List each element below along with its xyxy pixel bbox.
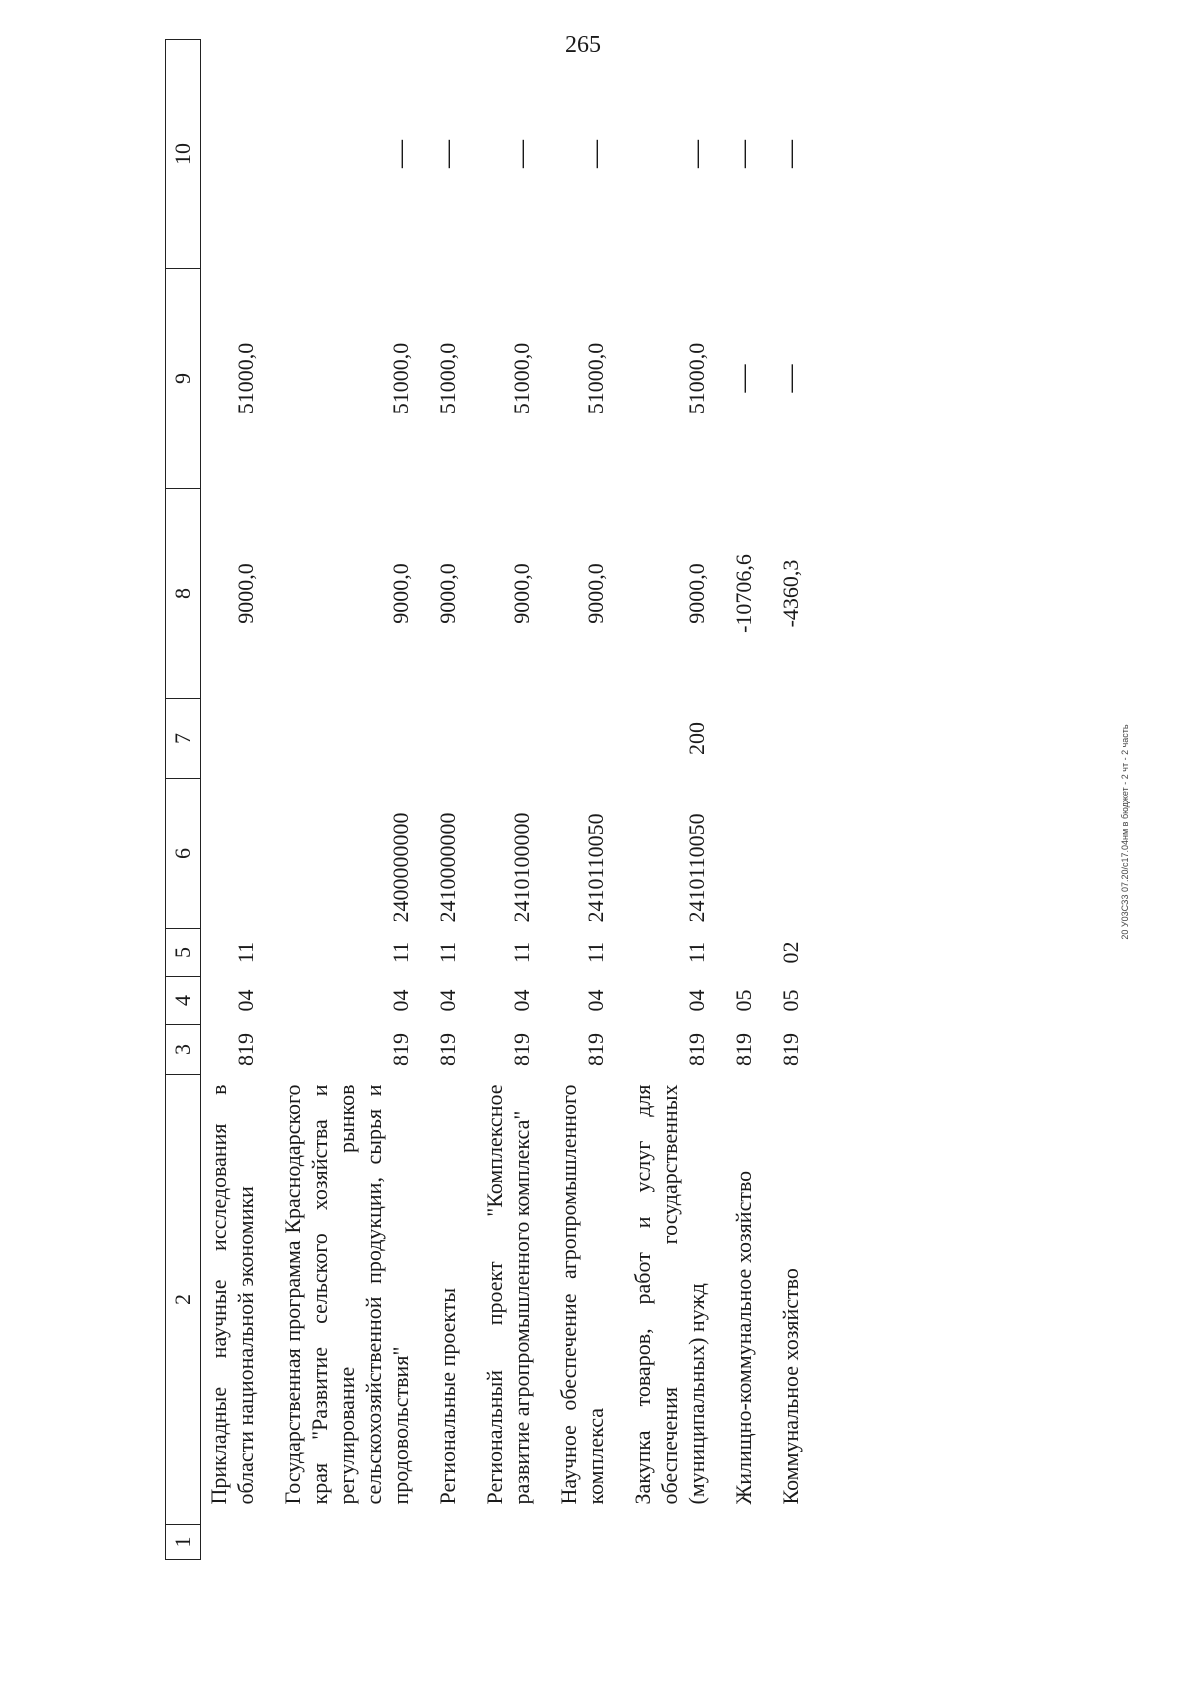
cell-col4: 05 xyxy=(731,989,756,1012)
cell-col6: 2410000000 xyxy=(435,812,460,923)
cell-col10: — xyxy=(728,140,759,168)
table-row xyxy=(710,40,757,1560)
print-footer: 20 У03СЗ3 07.20/с17.04нм в бюджет - 2 чт - 2 часть xyxy=(1120,724,1130,940)
cell-col3: 819 xyxy=(435,1033,460,1066)
table-row xyxy=(201,40,260,1560)
row-name: Закупка товаров, работ и услуг для обеспечения государственных (муниципальных) нужд xyxy=(630,1084,709,1505)
budget-table xyxy=(165,39,804,1560)
cell-col5: 11 xyxy=(684,941,709,964)
cell-col3: 819 xyxy=(509,1033,534,1066)
cell-col8: 9000,0 xyxy=(435,563,460,624)
cell-col4: 04 xyxy=(583,989,608,1012)
cell-col7 xyxy=(414,699,461,779)
cell-col6: 2410110050 xyxy=(583,813,608,923)
cell-col6: 2400000000 xyxy=(388,812,413,923)
cell-col3: 819 xyxy=(778,1033,803,1066)
cell-col7 xyxy=(535,699,609,779)
cell-col4: 04 xyxy=(509,989,534,1012)
cell-col5: 02 xyxy=(778,941,803,964)
cell-col10 xyxy=(201,40,260,269)
cell-col7: 200 xyxy=(684,722,709,755)
cell-col5: 11 xyxy=(435,941,460,964)
cell-col5: 11 xyxy=(509,941,534,964)
row-name: Региональные проекты xyxy=(435,1287,460,1505)
row-name: Научное обеспечение агропромышленного комплекса xyxy=(556,1084,608,1505)
cell-col9: 51000,0 xyxy=(684,342,709,415)
cell-col7 xyxy=(757,699,804,779)
cell-col5 xyxy=(710,929,757,977)
table-row xyxy=(535,40,609,1560)
cell-col9: — xyxy=(728,364,759,393)
cell-col3: 819 xyxy=(731,1033,756,1066)
cell-col10: — xyxy=(681,140,712,168)
header-cell: 5 xyxy=(166,929,201,977)
cell-col8: 9000,0 xyxy=(509,563,534,624)
cell-col6 xyxy=(757,779,804,929)
cell-col9: 51000,0 xyxy=(435,342,460,415)
cell-col7 xyxy=(201,699,260,779)
cell-col6: 2410100000 xyxy=(509,812,534,923)
table-row xyxy=(609,40,710,1560)
row-name: Государственная программа Краснодарского края "Развитие сельского хозяйства и регулирование рынков сельскохозяйственной продукции, сырья и продовольствия" xyxy=(280,1084,413,1505)
cell-col4: 04 xyxy=(388,989,413,1012)
cell-col5: 11 xyxy=(233,941,258,964)
page-number: 265 xyxy=(565,32,601,58)
cell-col10: — xyxy=(775,140,806,168)
cell-col10: — xyxy=(580,140,611,168)
budget-table-rotated xyxy=(165,40,1055,1560)
cell-col8: 9000,0 xyxy=(233,563,258,624)
table-row xyxy=(259,40,414,1560)
cell-col4: 04 xyxy=(684,989,709,1012)
row-name: Коммунальное хозяйство xyxy=(778,1268,803,1505)
cell-col3: 819 xyxy=(583,1033,608,1066)
cell-col8: 9000,0 xyxy=(684,563,709,624)
cell-col4: 05 xyxy=(778,989,803,1012)
cell-col8: 9000,0 xyxy=(388,563,413,624)
cell-col6 xyxy=(201,779,260,929)
cell-col9: 51000,0 xyxy=(388,342,413,415)
header-cell: 3 xyxy=(166,1025,201,1075)
header-cell: 6 xyxy=(166,779,201,929)
cell-col7 xyxy=(461,699,535,779)
row-name: Жилищно-коммунальное хозяйство xyxy=(731,1170,756,1505)
table-row xyxy=(414,40,461,1560)
cell-col4: 04 xyxy=(233,989,258,1012)
cell-col9: 51000,0 xyxy=(583,342,608,415)
cell-col9: 51000,0 xyxy=(233,342,258,415)
cell-col10: — xyxy=(385,140,416,168)
cell-col7 xyxy=(710,699,757,779)
cell-col5: 11 xyxy=(388,941,413,964)
header-row xyxy=(166,40,201,1560)
table-row xyxy=(461,40,535,1560)
header-cell: 9 xyxy=(166,269,201,489)
cell-col6: 2410110050 xyxy=(684,813,709,923)
cell-col7 xyxy=(259,699,414,779)
row-name: Прикладные научные исследования в области национальной экономики xyxy=(206,1084,258,1505)
cell-col5: 11 xyxy=(583,941,608,964)
header-cell: 2 xyxy=(166,1075,201,1525)
header-cell: 1 xyxy=(166,1525,201,1560)
table-row xyxy=(757,40,804,1560)
cell-col6 xyxy=(710,779,757,929)
cell-col10: — xyxy=(506,140,537,168)
cell-col8: -10706,6 xyxy=(731,554,756,633)
header-cell: 8 xyxy=(166,489,201,699)
cell-col9: 51000,0 xyxy=(509,342,534,415)
cell-col10: — xyxy=(432,140,463,168)
cell-col3: 819 xyxy=(684,1033,709,1066)
cell-col3: 819 xyxy=(233,1033,258,1066)
header-cell: 10 xyxy=(166,40,201,269)
header-cell: 4 xyxy=(166,977,201,1025)
cell-col4: 04 xyxy=(435,989,460,1012)
header-cell: 7 xyxy=(166,699,201,779)
cell-col3: 819 xyxy=(388,1033,413,1066)
cell-col8: -4360,3 xyxy=(778,559,803,628)
cell-col8: 9000,0 xyxy=(583,563,608,624)
cell-col9: — xyxy=(775,364,806,393)
row-name: Региональный проект "Комплексное развитие агропромышленного комплекса" xyxy=(482,1084,534,1505)
